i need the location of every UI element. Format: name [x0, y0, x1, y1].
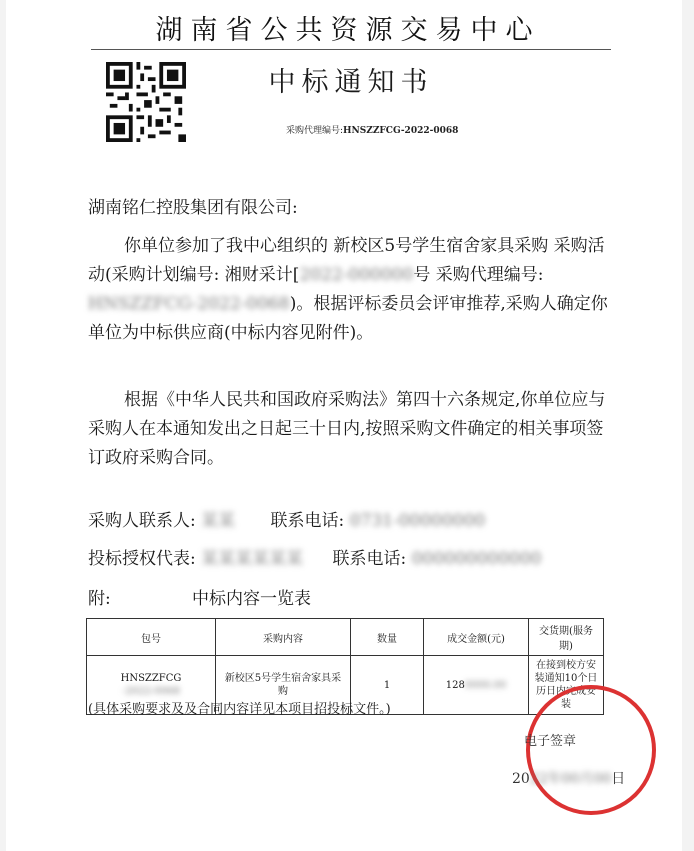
buyer-phone-label: 联系电话:	[270, 511, 345, 531]
col-header-amount: 成交金额(元)	[424, 619, 529, 656]
table-header-row	[87, 619, 604, 656]
paragraph-contract-text: 根据《中华人民共和国政府采购法》第四十六条规定,你单位应与采购人在本通知发出之日起三十日内,按照采购文件确定的相关事项签订政府采购合同。	[88, 390, 606, 468]
paragraph-award-text-b: 号 采购代理编号:	[413, 265, 544, 285]
buyer-phone-value: 0731-00000000	[349, 511, 486, 531]
document-title: 中标通知书	[268, 67, 434, 98]
cell-quantity: 1	[351, 656, 424, 715]
attachment-heading	[88, 584, 311, 609]
cell-content: 新校区5号学生宿舍家具采购	[216, 656, 351, 715]
date-visible: 20	[512, 771, 530, 787]
bid-phone-value: 000000000000	[411, 549, 542, 569]
addressee: 湖南铭仁控股集团有限公司:	[88, 198, 298, 218]
buyer-contact-value: 某某	[201, 511, 236, 531]
bid-rep-row	[88, 544, 541, 569]
paragraph-award-text-c: )。根据评标委员会评审推荐,采购人确定你单位为中标供应商(中标内容见附件)。	[88, 294, 608, 343]
package-number-visible: HNSZZFCG	[120, 673, 182, 684]
buyer-contact-row	[88, 506, 485, 531]
footnote: (具体采购要求及及合同内容详见本项目招投标文件。)	[88, 702, 391, 717]
col-header-package: 包号	[87, 619, 216, 656]
date-suffix: 日	[611, 771, 626, 787]
buyer-contact-label: 采购人联系人:	[88, 511, 196, 531]
agency-code-value: HNSZZFCG-2022-0068	[343, 126, 459, 136]
paragraph-award-text-a: 你单位参加了我中心组织的 新校区5号学生宿舍家具采购 采购活动(采购计划编号: 湘财采计[	[88, 236, 605, 285]
agency-code-label: 采购代理编号:	[286, 126, 344, 136]
bid-rep-label: 投标授权代表:	[88, 549, 196, 569]
issue-date	[512, 768, 625, 788]
attachment-title: 中标内容一览表	[192, 589, 311, 609]
agency-code-line	[286, 123, 458, 136]
paragraph-award	[88, 232, 618, 348]
date-redacted: 22年00月00	[529, 771, 612, 787]
redacted-plan-number: 2022-000000	[299, 265, 414, 285]
attachment-label: 附:	[88, 589, 111, 609]
cell-amount	[424, 656, 529, 715]
bid-rep-value: 某某某某某某	[201, 549, 304, 569]
amount-visible: 128	[445, 679, 465, 691]
paragraph-contract	[88, 386, 618, 473]
seal-caption: 电子签章	[524, 734, 577, 749]
qr-code-icon[interactable]	[106, 62, 186, 142]
cell-delivery: 在接到校方安装通知10个日历日内完成安装	[529, 656, 604, 715]
redacted-agency-number: HNSZZFCG-2022-0068	[88, 294, 290, 314]
amount-redacted: 0000.00	[464, 679, 507, 691]
package-number-redacted: -2022-0068	[122, 686, 180, 697]
issuer-title: 湖南省公共资源交易中心	[155, 15, 541, 46]
col-header-delivery: 交货期(服务期)	[529, 619, 604, 656]
notice-page	[6, 0, 682, 851]
bid-phone-label: 联系电话:	[332, 549, 407, 569]
col-header-content: 采购内容	[216, 619, 351, 656]
col-header-quantity: 数量	[351, 619, 424, 656]
header-divider	[91, 49, 611, 50]
official-seal-icon	[526, 685, 656, 815]
